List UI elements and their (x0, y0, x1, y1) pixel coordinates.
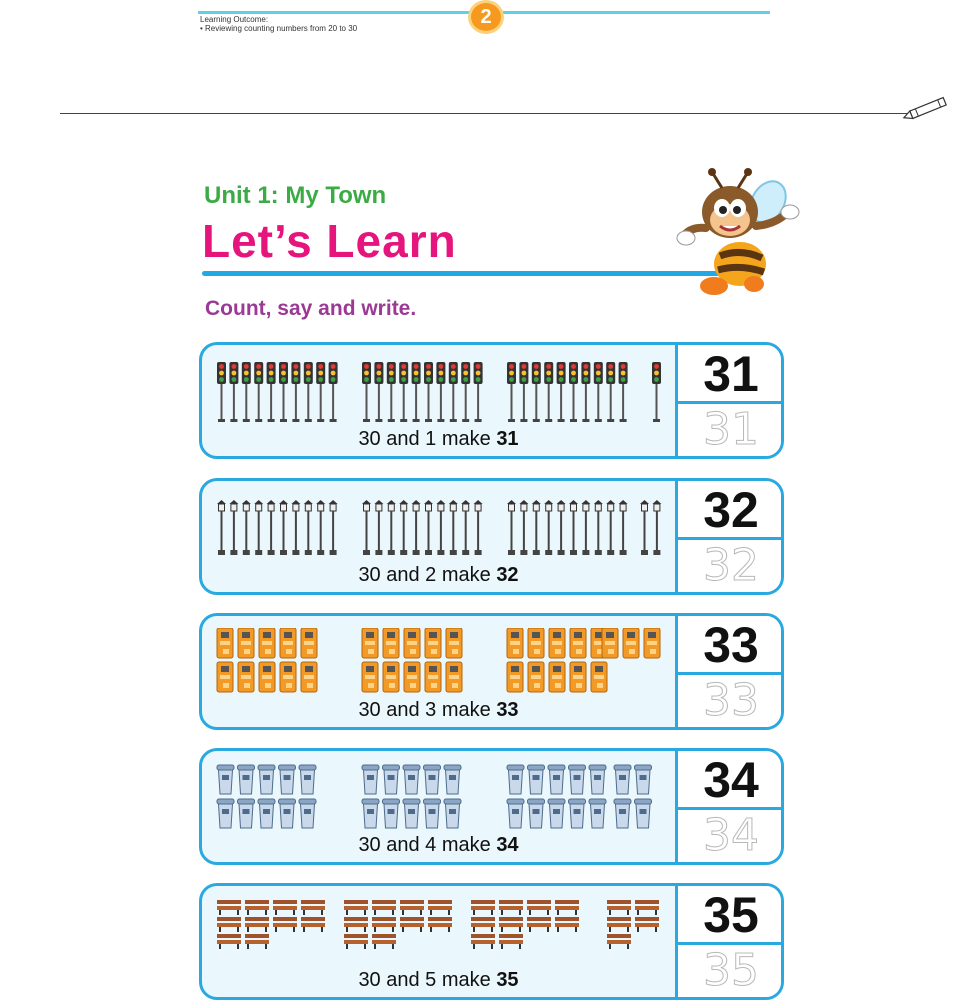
bench-icon (400, 917, 424, 932)
bench-icon (607, 900, 631, 915)
object-group (212, 493, 667, 563)
street-lamp-icon (217, 500, 226, 555)
sentence-prefix: 30 and 1 make (358, 428, 497, 450)
atm-machine-icon (644, 628, 660, 658)
count-sentence (202, 428, 675, 451)
street-lamp-icon (544, 500, 553, 555)
sentence-value: 35 (496, 969, 519, 991)
count-sentence (202, 834, 675, 857)
number-panel (675, 345, 784, 456)
trash-bin-icon (299, 799, 316, 828)
street-lamp-icon (581, 500, 590, 555)
count-sentence (202, 699, 675, 722)
traffic-light-icon (424, 362, 433, 422)
atm-machine-icon (446, 662, 462, 692)
trash-bin-icon (383, 765, 400, 794)
street-lamp-icon (557, 500, 566, 555)
traffic-light-icon (242, 362, 251, 422)
trash-bin-icon (444, 765, 461, 794)
bench-icon (400, 900, 424, 915)
street-lamp-icon (449, 500, 458, 555)
sentence-value: 32 (496, 564, 519, 586)
bench-icon (428, 917, 452, 932)
atm-machine-icon (591, 662, 607, 692)
street-lamp-icon (532, 500, 541, 555)
atm-machine-icon (238, 662, 254, 692)
atm-machine-icon (425, 628, 441, 658)
bench-icon (635, 917, 659, 932)
street-lamp-icon (652, 500, 661, 555)
counting-row (199, 613, 784, 730)
atm-machine-icon (623, 628, 639, 658)
trash-bin-icon (614, 765, 631, 794)
atm-machine-icon (362, 662, 378, 692)
pencil-icon (902, 96, 954, 120)
bench-icon (372, 934, 396, 949)
bench-icon (301, 917, 325, 932)
number-display: 34 (678, 751, 784, 810)
object-area (202, 751, 675, 862)
traffic-light-icon (606, 362, 615, 422)
street-lamp-icon (474, 500, 483, 555)
atm-machine-icon (280, 662, 296, 692)
bench-icon (471, 934, 495, 949)
street-lamp-icon (619, 500, 628, 555)
atm-machine-icon (507, 662, 523, 692)
traffic-light-icon (217, 362, 226, 422)
trash-bin-icon (424, 765, 441, 794)
street-lamp-icon (291, 500, 300, 555)
traffic-light-icon (544, 362, 553, 422)
bench-icon (344, 917, 368, 932)
object-area (202, 616, 675, 727)
bench-icon (499, 934, 523, 949)
bench-icon (273, 917, 297, 932)
bench-icon (499, 900, 523, 915)
traffic-light-icon (449, 362, 458, 422)
trash-bin-icon (507, 765, 524, 794)
street-lamp-icon (254, 500, 263, 555)
traffic-light-icon (316, 362, 325, 422)
traffic-light-icon (619, 362, 628, 422)
learning-outcome-item: • Reviewing counting numbers from 20 to 30 (200, 24, 358, 33)
bench-icon (471, 917, 495, 932)
traffic-light-icon (291, 362, 300, 422)
bench-icon (217, 917, 241, 932)
bench-icon (217, 934, 241, 949)
trash-bin-icon (424, 799, 441, 828)
atm-machine-icon (425, 662, 441, 692)
atm-machine-icon (570, 662, 586, 692)
atm-machine-icon (528, 662, 544, 692)
bench-icon (217, 900, 241, 915)
trash-bin-icon (217, 765, 234, 794)
traffic-light-icon (507, 362, 516, 422)
trash-bin-icon (614, 799, 631, 828)
trash-bin-icon (589, 799, 606, 828)
atm-machine-icon (301, 628, 317, 658)
atm-machine-icon (507, 628, 523, 658)
counting-row (199, 748, 784, 865)
street-lamp-icon (362, 500, 371, 555)
bench-icon (471, 900, 495, 915)
trash-bin-icon (444, 799, 461, 828)
atm-machine-icon (383, 662, 399, 692)
street-lamp-icon (316, 500, 325, 555)
object-area (202, 481, 675, 592)
traffic-light-icon (557, 362, 566, 422)
bench-icon (527, 917, 551, 932)
traffic-light-icon (374, 362, 383, 422)
street-lamp-icon (267, 500, 276, 555)
bench-icon (635, 900, 659, 915)
sentence-value: 31 (496, 428, 519, 450)
traffic-light-icon (436, 362, 445, 422)
street-lamp-icon (594, 500, 603, 555)
bench-icon (344, 900, 368, 915)
bench-icon (555, 900, 579, 915)
bench-icon (555, 917, 579, 932)
street-lamp-icon (606, 500, 615, 555)
trash-bin-icon (279, 765, 296, 794)
bench-icon (428, 900, 452, 915)
counting-row (199, 883, 784, 1000)
bench-icon (344, 934, 368, 949)
atm-machine-icon (549, 628, 565, 658)
number-panel (675, 751, 784, 862)
bench-icon (607, 917, 631, 932)
atm-machine-icon (238, 628, 254, 658)
atm-machine-icon (446, 628, 462, 658)
street-lamp-icon (461, 500, 470, 555)
trace-number[interactable]: 33 (703, 675, 759, 726)
street-lamp-icon (424, 500, 433, 555)
traffic-light-icon (519, 362, 528, 422)
trash-bin-icon (548, 765, 565, 794)
trace-number[interactable]: 34 (703, 810, 759, 861)
trash-bin-icon (238, 799, 255, 828)
trace-number[interactable]: 32 (703, 540, 759, 591)
bench-icon (372, 917, 396, 932)
trash-bin-icon (279, 799, 296, 828)
bench-icon (245, 900, 269, 915)
street-lamp-icon (569, 500, 578, 555)
atm-machine-icon (528, 628, 544, 658)
trash-bin-icon (403, 799, 420, 828)
trash-bin-icon (548, 799, 565, 828)
sentence-prefix: 30 and 4 make (358, 834, 497, 856)
street-lamp-icon (387, 500, 396, 555)
traffic-light-icon (329, 362, 338, 422)
sentence-prefix: 30 and 5 make (358, 969, 497, 991)
object-group (212, 898, 667, 968)
street-lamp-icon (399, 500, 408, 555)
traffic-light-icon (569, 362, 578, 422)
traffic-light-icon (581, 362, 590, 422)
street-lamp-icon (412, 500, 421, 555)
number-display: 32 (678, 481, 784, 540)
trash-bin-icon (383, 799, 400, 828)
unit-title: Unit 1: My Town (204, 182, 387, 209)
bench-icon (372, 900, 396, 915)
atm-machine-icon (383, 628, 399, 658)
trash-bin-icon (258, 799, 275, 828)
number-display: 33 (678, 616, 784, 675)
bench-icon (499, 917, 523, 932)
traffic-light-icon (399, 362, 408, 422)
sentence-value: 33 (496, 699, 519, 721)
sentence-prefix: 30 and 3 make (358, 699, 497, 721)
bench-icon (527, 900, 551, 915)
number-display: 35 (678, 886, 784, 945)
object-group (212, 628, 667, 698)
bee-mascot-icon (676, 168, 806, 300)
atm-machine-icon (217, 662, 233, 692)
atm-machine-icon (301, 662, 317, 692)
street-lamp-icon (229, 500, 238, 555)
atm-machine-icon (404, 662, 420, 692)
trash-bin-icon (589, 765, 606, 794)
atm-machine-icon (602, 628, 618, 658)
object-group (212, 357, 667, 427)
street-lamp-icon (519, 500, 528, 555)
counting-row (199, 478, 784, 595)
trace-number[interactable]: 35 (703, 945, 759, 996)
traffic-light-icon (254, 362, 263, 422)
traffic-light-icon (229, 362, 238, 422)
instruction-text: Count, say and write. (205, 297, 417, 320)
traffic-light-icon (267, 362, 276, 422)
atm-machine-icon (570, 628, 586, 658)
sentence-value: 34 (496, 834, 519, 856)
trash-bin-icon (569, 799, 586, 828)
atm-machine-icon (217, 628, 233, 658)
atm-machine-icon (404, 628, 420, 658)
atm-machine-icon (280, 628, 296, 658)
counting-row (199, 342, 784, 459)
trash-bin-icon (217, 799, 234, 828)
trash-bin-icon (635, 799, 652, 828)
traffic-light-icon (461, 362, 470, 422)
page-divider (60, 113, 912, 114)
street-lamp-icon (436, 500, 445, 555)
traffic-light-icon (474, 362, 483, 422)
trash-bin-icon (569, 765, 586, 794)
trash-bin-icon (528, 799, 545, 828)
bench-icon (245, 934, 269, 949)
number-display: 31 (678, 345, 784, 404)
traffic-light-icon (304, 362, 313, 422)
bench-icon (273, 900, 297, 915)
atm-machine-icon (259, 628, 275, 658)
street-lamp-icon (279, 500, 288, 555)
traffic-light-icon (362, 362, 371, 422)
trace-number[interactable]: 31 (703, 404, 759, 455)
traffic-light-icon (412, 362, 421, 422)
trash-bin-icon (528, 765, 545, 794)
object-area (202, 345, 675, 456)
bench-icon (245, 917, 269, 932)
street-lamp-icon (374, 500, 383, 555)
atm-machine-icon (259, 662, 275, 692)
count-sentence (202, 969, 675, 992)
section-title: Let’s Learn (202, 215, 457, 267)
trash-bin-icon (299, 765, 316, 794)
count-sentence (202, 564, 675, 587)
trash-bin-icon (635, 765, 652, 794)
traffic-light-icon (594, 362, 603, 422)
learning-outcome-title: Learning Outcome: (200, 15, 269, 24)
number-panel (675, 886, 784, 997)
trash-bin-icon (362, 765, 379, 794)
street-lamp-icon (304, 500, 313, 555)
street-lamp-icon (242, 500, 251, 555)
traffic-light-icon (387, 362, 396, 422)
number-panel (675, 481, 784, 592)
page-number-badge: 2 (468, 0, 504, 34)
street-lamp-icon (329, 500, 338, 555)
trash-bin-icon (403, 765, 420, 794)
street-lamp-icon (507, 500, 516, 555)
atm-machine-icon (362, 628, 378, 658)
object-area (202, 886, 675, 997)
traffic-light-icon (279, 362, 288, 422)
trash-bin-icon (507, 799, 524, 828)
traffic-light-icon (532, 362, 541, 422)
number-panel (675, 616, 784, 727)
street-lamp-icon (640, 500, 649, 555)
trash-bin-icon (362, 799, 379, 828)
bench-icon (301, 900, 325, 915)
atm-machine-icon (549, 662, 565, 692)
object-group (212, 763, 667, 833)
sentence-prefix: 30 and 2 make (358, 564, 497, 586)
trash-bin-icon (258, 765, 275, 794)
bench-icon (607, 934, 631, 949)
title-underline (202, 271, 722, 276)
traffic-light-icon (652, 362, 661, 422)
trash-bin-icon (238, 765, 255, 794)
